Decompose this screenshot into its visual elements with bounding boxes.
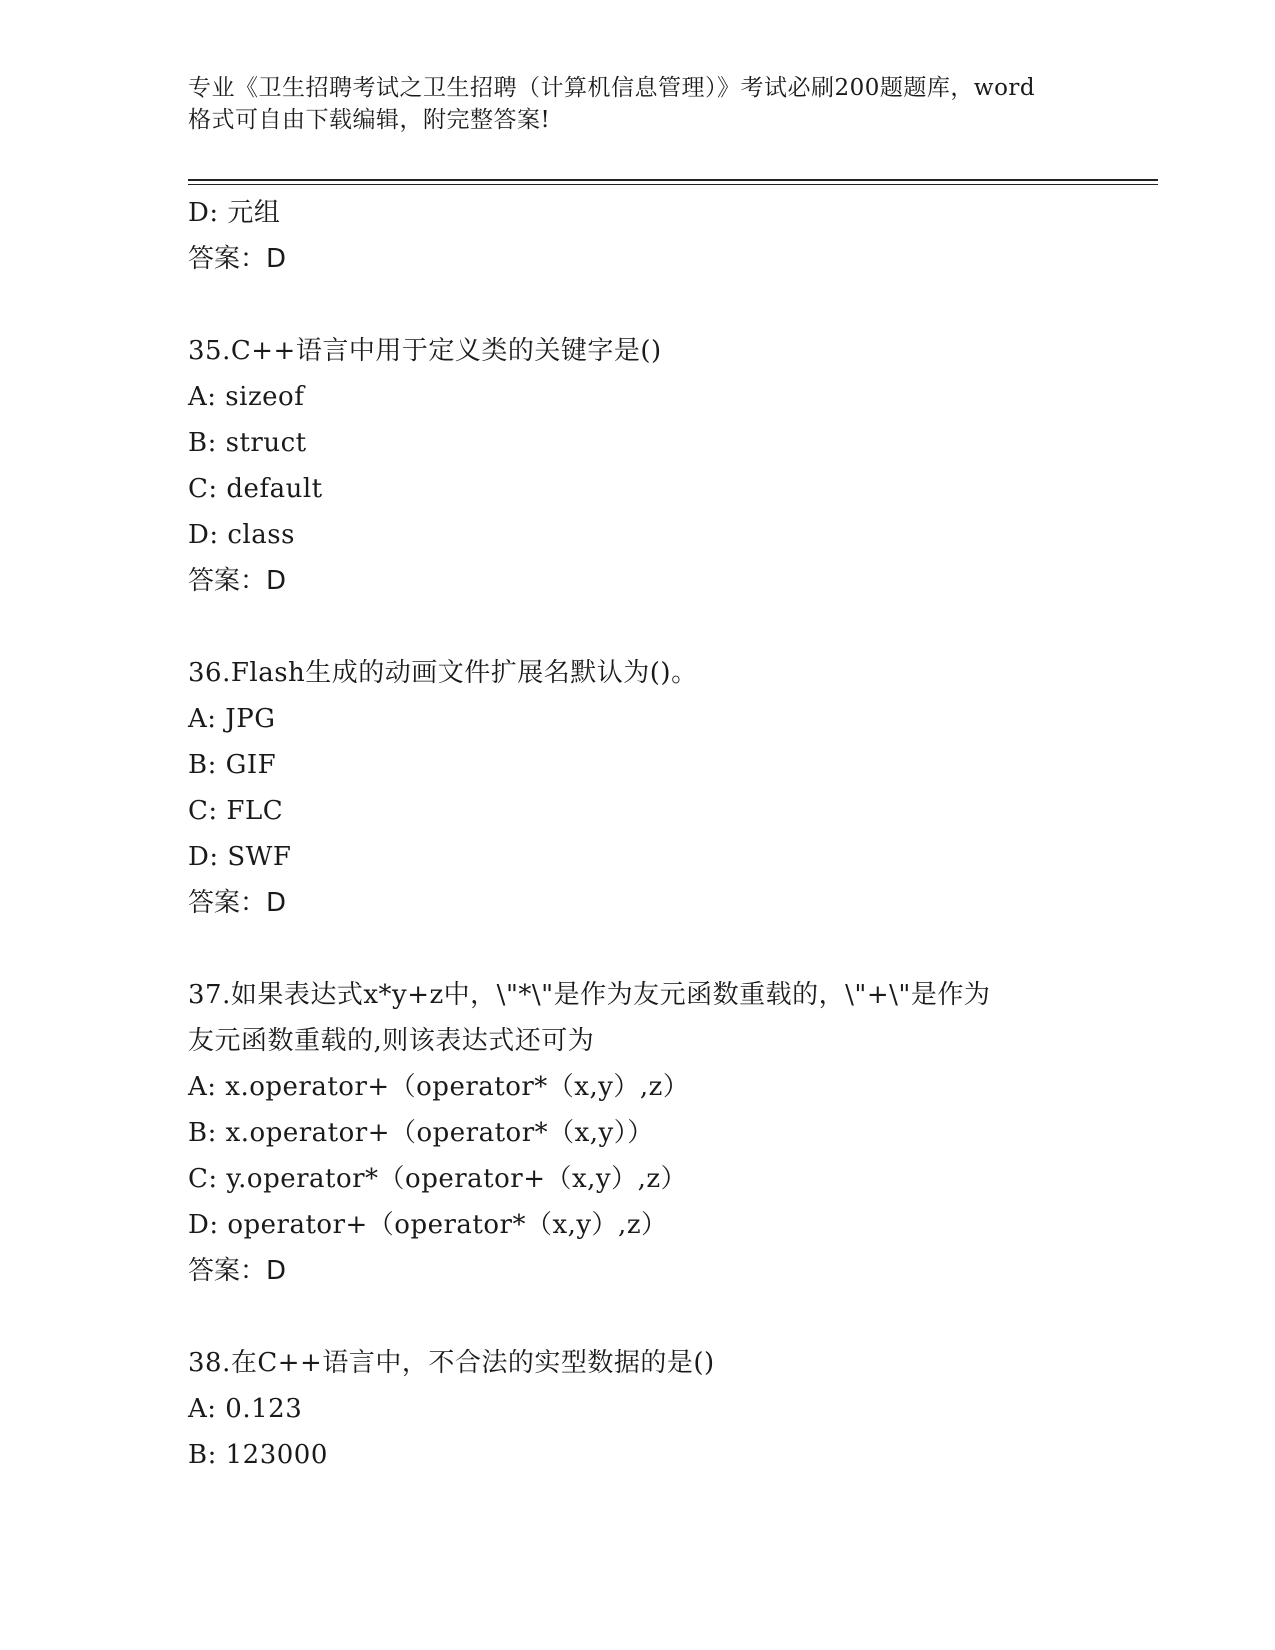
header-line-2: 格式可自由下载编辑，附完整答案! (188, 107, 551, 133)
header-line-1: 专业《卫生招聘考试之卫生招聘（计算机信息管理）》考试必刷200题题库，word (188, 75, 1036, 101)
q35-answer: 答案：D (188, 566, 287, 596)
prev-answer: 答案：D (188, 244, 287, 274)
q35-option-a: A: sizeof (188, 382, 305, 412)
q35-option-c: C: default (188, 474, 323, 504)
q36-option-c: C: FLC (188, 796, 284, 826)
q37-option-b: B: x.operator+（operator*（x,y）） (188, 1118, 654, 1148)
q38-option-a: A: 0.123 (188, 1394, 303, 1424)
q38-option-b: B: 123000 (188, 1440, 328, 1470)
q37-option-c: C: y.operator*（operator+（x,y）,z） (188, 1164, 688, 1194)
spacer (188, 282, 1168, 328)
q36-option-a: A: JPG (188, 704, 276, 734)
question-36: 36.Flash生成的动画文件扩展名默认为()。 (188, 658, 698, 688)
q36-answer: 答案：D (188, 888, 287, 918)
q36-option-d: D: SWF (188, 842, 292, 872)
q35-option-b: B: struct (188, 428, 307, 458)
question-content (188, 190, 1168, 1478)
question-38: 38.在C++语言中，不合法的实型数据的是() (188, 1348, 715, 1378)
spacer (188, 604, 1168, 650)
question-37-line-1: 37.如果表达式x*y+z中，\"*\"是作为友元函数重载的，\"+\"是作为 (188, 980, 991, 1010)
question-37-line-2: 友元函数重载的,则该表达式还可为 (188, 1026, 595, 1056)
document-header (188, 72, 1088, 136)
spacer (188, 926, 1168, 972)
prev-option-d: D: 元组 (188, 198, 281, 228)
q37-answer: 答案：D (188, 1256, 287, 1286)
q35-option-d: D: class (188, 520, 295, 550)
q36-option-b: B: GIF (188, 750, 277, 780)
spacer (188, 1294, 1168, 1340)
q37-option-a: A: x.operator+（operator*（x,y）,z） (188, 1072, 690, 1102)
header-rule-thin (188, 184, 1158, 185)
header-rule-thick (188, 179, 1158, 181)
q37-option-d: D: operator+（operator*（x,y）,z） (188, 1210, 668, 1240)
question-35: 35.C++语言中用于定义类的关键字是() (188, 336, 662, 366)
